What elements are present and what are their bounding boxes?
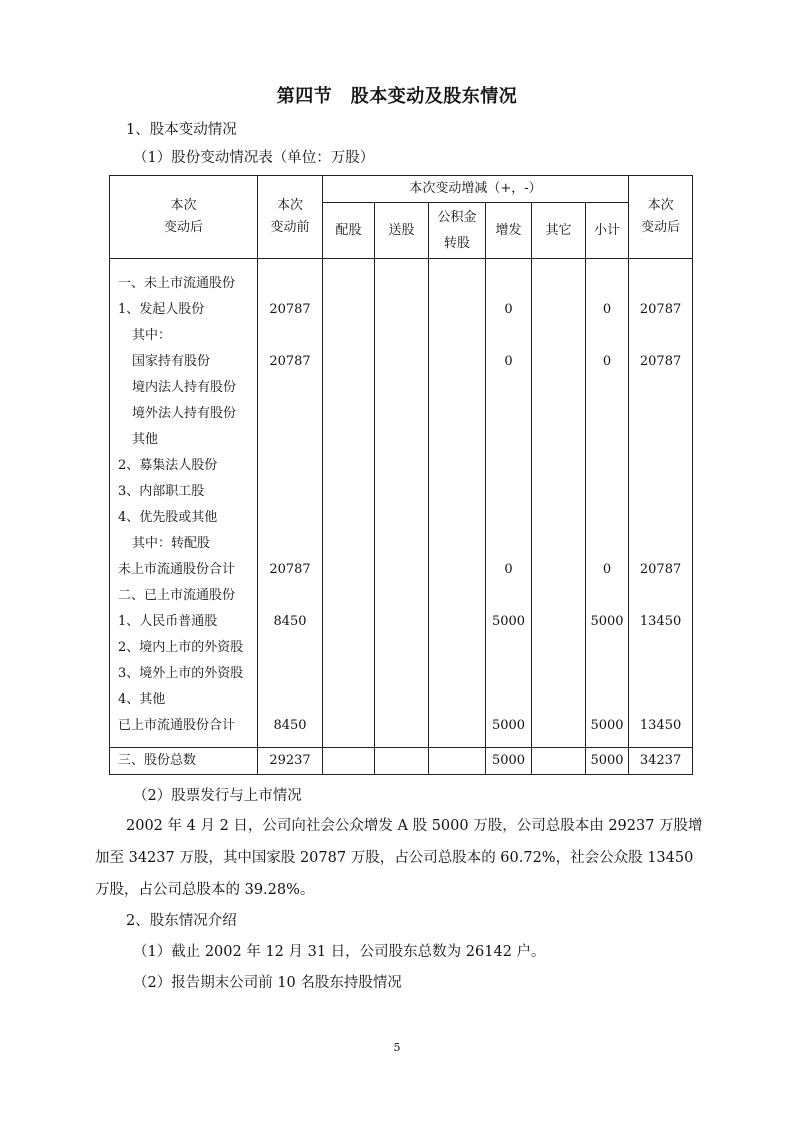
- issuance-text-line-2: 加至 34237 万股，其中国家股 20787 万股，占公司总股本的 60.72%，社会公众股 13450: [95, 850, 694, 866]
- cell-subtotal: [586, 271, 628, 297]
- row-label: 4、优先股或其他: [118, 510, 218, 525]
- total-before: 29237: [258, 748, 323, 775]
- cell-issue: [486, 323, 531, 349]
- total-label: 三、股份总数: [110, 748, 258, 775]
- cell-after: [629, 479, 692, 505]
- cell-after: 20787: [639, 302, 682, 317]
- cell-before: [258, 479, 322, 505]
- header-allot: 配股: [323, 203, 375, 259]
- issuance-text-line-1: 2002 年 4 月 2 日，公司向社会公众增发 A 股 5000 万股，公司总股本由 29237 万股增: [126, 818, 703, 834]
- cell-issue: 5000: [491, 718, 526, 733]
- row-label: 2、境内上市的外资股: [118, 640, 244, 655]
- cell-issue: [486, 375, 531, 401]
- cell-after: 20787: [639, 562, 682, 577]
- total-issue: 5000: [486, 748, 532, 775]
- col-issue: [486, 259, 532, 748]
- cell-before: [258, 635, 322, 661]
- cell-issue: [486, 583, 531, 609]
- cell-subtotal: [586, 323, 628, 349]
- cell-after: [629, 661, 692, 687]
- heading-share-change-table: （1）股份变动情况表（单位：万股）: [133, 150, 375, 166]
- cell-after: [629, 401, 692, 427]
- cell-issue: [486, 661, 531, 687]
- page-number: 5: [393, 1041, 401, 1054]
- share-change-table: [109, 175, 693, 775]
- heading-share-changes: 1、股本变动情况: [126, 122, 237, 138]
- row-label: 3、境外上市的外资股: [118, 666, 244, 681]
- cell-subtotal: [586, 505, 628, 531]
- row-label: 已上市流通股份合计: [118, 718, 236, 733]
- row-label: 4、其他: [118, 692, 166, 707]
- header-subtotal: 小计: [586, 203, 629, 259]
- col-other: [532, 259, 586, 748]
- cell-after: 13450: [639, 614, 682, 629]
- header-row-1: [110, 176, 693, 203]
- cell-after: [629, 453, 692, 479]
- cell-subtotal: [586, 427, 628, 453]
- row-label: 1、发起人股份: [118, 302, 205, 317]
- cell-before: [258, 531, 322, 557]
- header-issue: 增发: [486, 203, 532, 259]
- cell-issue: 0: [504, 354, 513, 369]
- row-label: 其中：: [132, 328, 172, 343]
- total-allot: [323, 748, 375, 775]
- cell-before: [258, 583, 322, 609]
- row-label: 二、已上市流通股份: [118, 588, 236, 603]
- total-subtotal: 5000: [586, 748, 629, 775]
- shareholder-count: （1）截止 2002 年 12 月 31 日，公司股东总数为 26142 户。: [133, 944, 546, 960]
- header-before: 本次 变动前: [258, 176, 323, 259]
- cell-issue: 5000: [491, 614, 526, 629]
- header-other: 其它: [532, 203, 586, 259]
- cell-subtotal: 0: [602, 354, 612, 369]
- cell-before: [258, 687, 322, 713]
- row-label: 1、人民币普通股: [118, 614, 218, 629]
- cell-subtotal: [586, 583, 628, 609]
- col-before: [258, 259, 323, 748]
- section-title: 第四节 股本变动及股东情况: [276, 86, 518, 107]
- cell-issue: [486, 427, 531, 453]
- cell-subtotal: [586, 401, 628, 427]
- cell-after: [629, 323, 692, 349]
- cell-after: [629, 635, 692, 661]
- cell-subtotal: [586, 531, 628, 557]
- cell-before: [258, 661, 322, 687]
- cell-before: 20787: [269, 562, 311, 577]
- issuance-heading: （2）股票发行与上市情况: [133, 788, 302, 804]
- cell-before: 20787: [269, 354, 311, 369]
- row-label: 其中：转配股: [132, 536, 211, 551]
- cell-issue: [486, 687, 531, 713]
- col-reserve: [429, 259, 486, 748]
- header-after-left: 本次 变动后: [110, 176, 258, 259]
- cell-after: [629, 531, 692, 557]
- row-label: 3、内部职工股: [118, 484, 205, 499]
- row-label: 未上市流通股份合计: [118, 562, 236, 577]
- cell-subtotal: 5000: [590, 718, 624, 733]
- cell-after: [629, 583, 692, 609]
- cell-subtotal: [586, 479, 628, 505]
- row-label: 其他: [132, 432, 159, 447]
- cell-before: [258, 453, 322, 479]
- body-row: [110, 259, 693, 748]
- col-allot: [323, 259, 375, 748]
- cell-issue: [486, 401, 531, 427]
- cell-after: [629, 271, 692, 297]
- cell-before: [258, 323, 322, 349]
- cell-issue: 0: [504, 302, 513, 317]
- cell-issue: [486, 453, 531, 479]
- cell-after: [629, 687, 692, 713]
- cell-after: 20787: [639, 354, 682, 369]
- col-subtotal: [586, 259, 629, 748]
- row-label: 境外法人持有股份: [132, 406, 237, 421]
- shareholder-heading: 2、股东情况介绍: [126, 913, 237, 929]
- cell-subtotal: [586, 453, 628, 479]
- cell-issue: [486, 505, 531, 531]
- col-after: [629, 259, 693, 748]
- issuance-text-line-3: 万股，占公司总股本的 39.28%。: [95, 882, 315, 898]
- cell-before: [258, 505, 322, 531]
- header-reserve: 公积金 转股: [429, 203, 486, 259]
- cell-before: 20787: [269, 302, 311, 317]
- cell-before: [258, 375, 322, 401]
- cell-issue: 0: [504, 562, 513, 577]
- cell-issue: [486, 271, 531, 297]
- cell-subtotal: [586, 375, 628, 401]
- col-label: [110, 259, 258, 748]
- cell-before: 8450: [273, 614, 307, 629]
- total-row: [110, 748, 693, 775]
- header-bonus: 送股: [375, 203, 429, 259]
- cell-issue: [486, 635, 531, 661]
- cell-issue: [486, 531, 531, 557]
- header-change-group: 本次变动增减（+，-）: [323, 176, 629, 203]
- row-label: 一、未上市流通股份: [118, 276, 236, 291]
- total-bonus: [375, 748, 429, 775]
- total-other: [532, 748, 586, 775]
- cell-subtotal: [586, 687, 628, 713]
- cell-issue: [486, 479, 531, 505]
- cell-subtotal: [586, 635, 628, 661]
- top10-heading: （2）报告期末公司前 10 名股东持股情况: [133, 975, 402, 991]
- cell-after: [629, 375, 692, 401]
- header-after-right: 本次 变动后: [629, 176, 693, 259]
- total-after: 34237: [629, 748, 693, 775]
- cell-before: [258, 401, 322, 427]
- cell-after: [629, 505, 692, 531]
- cell-after: 13450: [639, 718, 682, 733]
- cell-subtotal: [586, 661, 628, 687]
- cell-after: [629, 427, 692, 453]
- cell-subtotal: 0: [602, 302, 612, 317]
- row-label: 境内法人持有股份: [132, 380, 237, 395]
- row-label: 2、募集法人股份: [118, 458, 218, 473]
- cell-subtotal: 0: [602, 562, 612, 577]
- cell-before: [258, 271, 322, 297]
- cell-before: 8450: [273, 718, 307, 733]
- cell-subtotal: 5000: [590, 614, 624, 629]
- row-label: 国家持有股份: [132, 354, 211, 369]
- col-bonus: [375, 259, 429, 748]
- cell-before: [258, 427, 322, 453]
- total-reserve: [429, 748, 486, 775]
